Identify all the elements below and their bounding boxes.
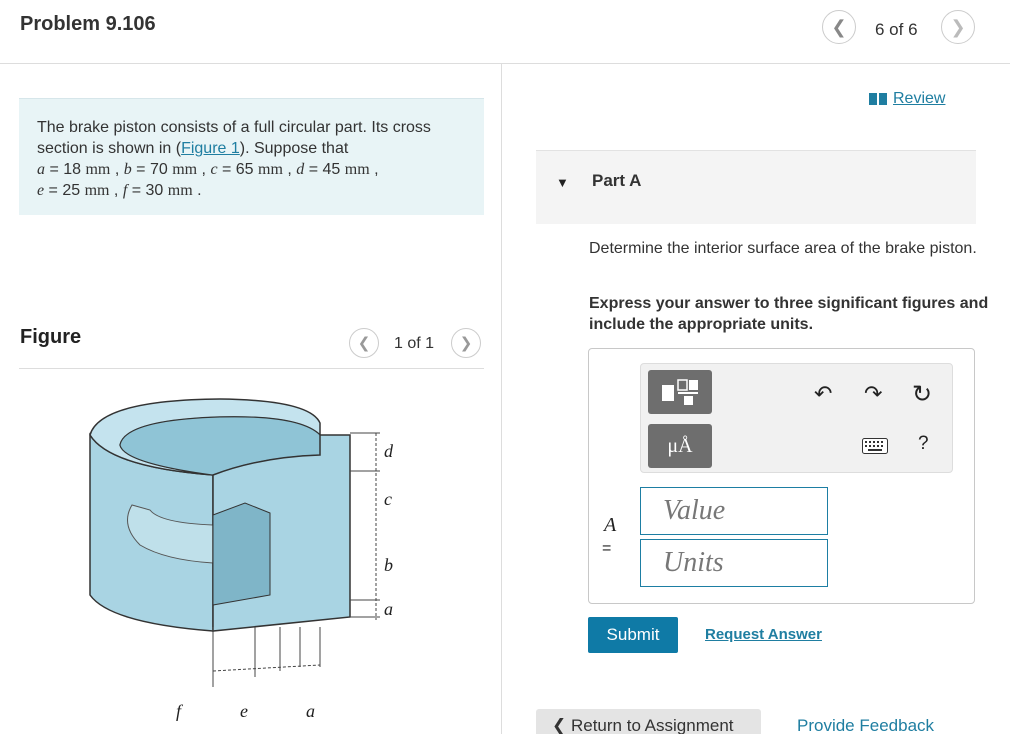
figure-divider (19, 368, 484, 369)
chevron-right-icon: ❯ (459, 335, 473, 352)
keyboard-icon[interactable] (862, 438, 888, 454)
var-e-unit: mm (84, 182, 110, 199)
prev-problem-button[interactable] (822, 10, 856, 44)
figure-heading: Figure (20, 326, 82, 348)
dim-label-e: e (240, 701, 248, 721)
provide-feedback-link[interactable]: Provide Feedback (797, 716, 935, 734)
dim-label-f: f (176, 701, 182, 721)
prev-figure-button[interactable] (349, 328, 379, 358)
given-values-line-1: a = 18 mm , b = 70 mm , c = 65 mm , d = 45 mm , (37, 161, 379, 178)
dim-label-b: b (384, 555, 393, 575)
var-f-value: 30 (145, 182, 164, 199)
var-d-value: 45 (322, 161, 341, 178)
question-text: Determine the interior surface area of the brake piston. (589, 240, 977, 257)
var-f-name: f (122, 182, 128, 199)
statement-line-2 (37, 138, 466, 159)
var-a-unit: mm (85, 161, 111, 178)
piston-section-slope (213, 503, 270, 605)
given-values-line-2: e = 25 mm , f = 30 mm . (37, 182, 202, 199)
brake-piston-figure (80, 395, 460, 725)
dim-label-c: c (384, 489, 392, 509)
var-c-unit: mm (258, 161, 283, 178)
chevron-right-icon: ❯ (950, 16, 966, 37)
var-a-name: a (37, 161, 45, 178)
part-a-header[interactable] (536, 150, 976, 224)
statement-text: section is shown in ( (37, 140, 182, 157)
answer-variable: A (604, 514, 617, 536)
help-button[interactable]: ? (918, 433, 929, 454)
next-problem-button[interactable] (941, 10, 975, 44)
value-input[interactable]: Value (640, 487, 828, 535)
problem-counter: 6 of 6 (875, 20, 918, 39)
statement-line-1: The brake piston consists of a full circular part. Its cross (37, 119, 431, 136)
header-divider (0, 63, 1010, 64)
dim-label-a-bottom: a (306, 701, 315, 721)
units-button[interactable]: μÅ (648, 424, 712, 468)
template-button[interactable] (648, 370, 712, 414)
var-b-value: 70 (149, 161, 168, 178)
book-icon (869, 92, 887, 106)
equals-sign: = (602, 540, 612, 557)
problem-statement (19, 98, 484, 215)
dim-label-a: a (384, 599, 393, 619)
dim-label-d: d (384, 441, 393, 461)
fraction-template-icon (660, 377, 700, 407)
var-b-name: b (123, 161, 132, 178)
var-e-value: 25 (62, 182, 81, 199)
chevron-left-icon: ❮ (831, 16, 847, 37)
next-figure-button[interactable] (451, 328, 481, 358)
submit-button[interactable]: Submit (588, 617, 678, 653)
chevron-left-icon: ❮ (552, 716, 571, 734)
part-label: Part A (592, 171, 642, 190)
horizontal-dimension-line (213, 665, 320, 671)
units-input[interactable]: Units (640, 539, 828, 587)
request-answer-link[interactable]: Request Answer (705, 626, 822, 643)
var-e-name: e (37, 182, 45, 199)
return-label: Return to Assignment (570, 716, 734, 734)
var-d-unit: mm (344, 161, 370, 178)
caret-down-icon: ▼ (556, 175, 569, 190)
var-a-value: 18 (63, 161, 82, 178)
redo-icon[interactable]: ↷ (864, 381, 883, 406)
review-link[interactable] (869, 90, 945, 108)
chevron-left-icon: ❮ (357, 335, 371, 352)
statement-text: ). Suppose that (239, 140, 349, 157)
instruction-text: Express your answer to three significant figures and include the appropriate units. (589, 295, 989, 333)
review-label: Review (893, 90, 946, 107)
var-f-unit: mm (167, 182, 193, 199)
return-to-assignment-button[interactable] (536, 709, 761, 734)
page-title: Problem 9.106 (20, 13, 156, 35)
figure-link[interactable]: Figure 1 (181, 140, 240, 157)
var-b-unit: mm (172, 161, 198, 178)
column-divider (501, 63, 502, 734)
var-c-value: 65 (235, 161, 254, 178)
var-d-name: d (296, 161, 305, 178)
var-c-name: c (210, 161, 218, 178)
reset-icon[interactable]: ↻ (912, 381, 933, 408)
undo-icon[interactable]: ↶ (814, 381, 833, 406)
figure-counter: 1 of 1 (394, 335, 435, 352)
